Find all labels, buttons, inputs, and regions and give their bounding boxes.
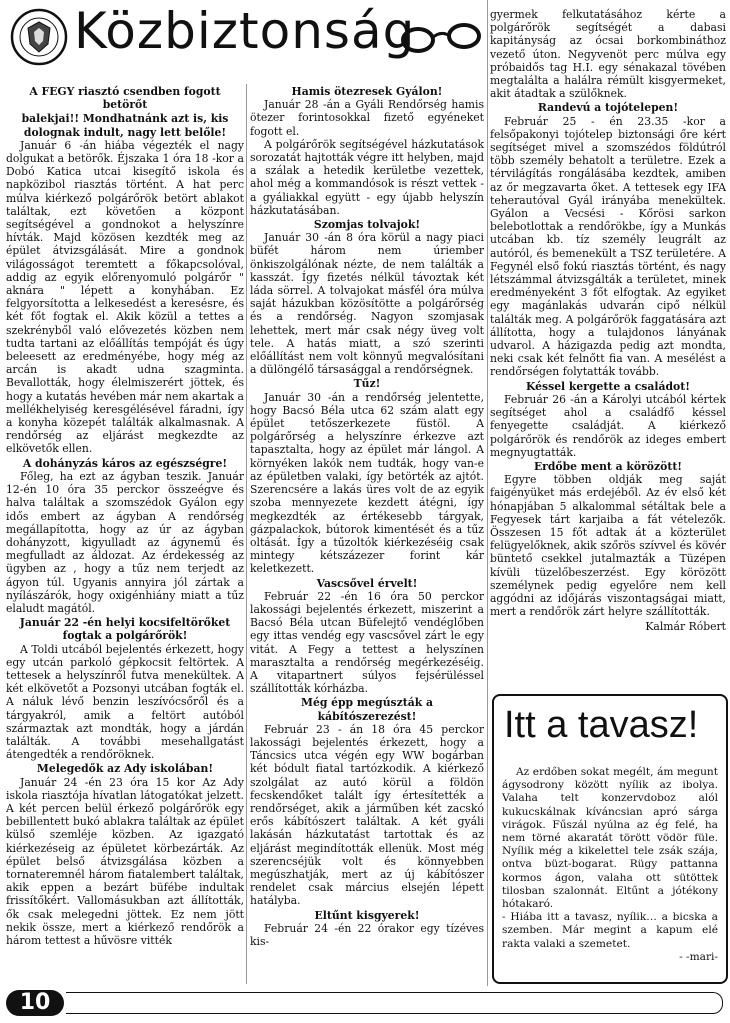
article-column-2	[250, 84, 484, 986]
article-column-1	[6, 84, 244, 972]
article-headline: Melegedők az Ady iskolában!	[36, 762, 214, 776]
article-headline: Erdőbe ment a körözött!	[533, 459, 683, 473]
spring-box-body	[502, 766, 718, 964]
article-paragraph: Február 23 - án 18 óra 45 perckor lakossági bejelentés érkezett, hogy a Táncsics utca végén egy WW bogárban két bódult fiatal tartózkodik. A kiérkező szolgálat az autó körül a földön fecskendőket talált így értesítették a rendőrséget, akik a járműben két zacskó erős kábítószert találtak. A két gyáli lakásán házkutatást tartottak és az eljárást megindították ellenük. Most még szerencséjük volt és könnyebben megúszhatják, mert az új kábítószer rendelet csak március elsején lépett hatályba.	[250, 722, 484, 908]
article-headline: Eltűnt kisgyerek!	[314, 908, 420, 922]
spring-box	[492, 694, 728, 984]
author-signature: Kalmár Róbert	[645, 620, 726, 634]
article-paragraph: A polgárőrök segítségével házkutatások sorozatát hajtották végre itt helyben, majd a szálak a hetedik kerületbe vezettek, ahol még a kommandósok is részt vettek - a gyáliakkal együtt - egy újabb helyszín házkutatásában.	[250, 137, 484, 217]
article-paragraph: Főleg, ha ezt az ágyban teszik. Január 12-én 10 óra 35 perckor összeégve és halva találtak a szomszédok Gyálon egy idős embert az ágyban A rendőrség megállapította, hogy az úr az ágyban dohányzott, kigyulladt az ágynemű és megfulladt az áldozat. Az érdekesség az ügyben az , hogy a tűz nem terjedt az ágyon túl. Ugyanis annyira jól zártak a nyílászárók, hogy oxigénhiány miatt a tűz elaludt magától.	[6, 469, 244, 615]
handcuffs-icon	[396, 10, 488, 64]
page-footer	[4, 988, 724, 1018]
spring-box-title: Itt a tavasz!	[504, 704, 699, 746]
article-headline: A dohányzás káros az egészségre!	[22, 456, 228, 470]
spring-paragraph: - Hiába itt a tavasz, nyílik… a bicska a szemben. Már megint a kapum elé rakta valaki a szemetet.	[502, 911, 718, 950]
article-headline: Vascsővel érvelt!	[316, 576, 418, 590]
article-headline: Még épp megúszták a kábítószerezést!	[301, 696, 433, 723]
page-number: 10	[6, 990, 64, 1016]
article-headline: Késsel kergette a családot!	[526, 379, 690, 393]
article-paragraph: Január 6 -án hiába végezték el nagy dolgukat a betörők. Éjszaka 1 óra 18 -kor a Dobó Katica utcai kisegítő iskola és napközibol riasztás történt. A hat perc múlva kiérkező polgárőrök betört ablakot találtak, ezt követően a központ segítségével a gondnokot a helyszínre hívták. Majd közösen kezdték meg az épület átvizsgálását. Mire a gondnok világosságot teremtett a főkapcsolóval, addig az egyik előrenyomuló polgárőr " aknára " lépett a konyhában. Ez felgyorsította a lelkesedést a keresésre, és két főt fogtak el. Akik közül a tettes a szekrényből való elővezetés közben nem tudta tartani az előállítás tempóját és úgy beleesett az eredményébe, hogy még az arcán is akadt udna szagminta. Bevallották, hogy élelmiszerért jöttek, és hogy a kutatás hevében már nem akartak a mellékhelyiség keresgélésével fáradni, így a konyha közepét találták alkalmasnak. A rendőrség az eljárást megkezdte az elkövetők ellen.	[6, 138, 244, 456]
article-headline: A FEGY riasztó csendben fogott betörőt	[29, 85, 221, 112]
article-paragraph: Február 24 -én 22 órakor egy tízéves kis-	[250, 921, 484, 948]
article-paragraph: Február 26 -án a Károlyi utcából kértek segítséget ahol a családfő késsel fenyegette családját. A kiérkező polgárőrök és rendőrök az ideges embert megnyugtatták.	[490, 392, 726, 459]
page-header	[4, 2, 484, 82]
article-headline: Randevú a tojótelepen!	[537, 101, 679, 115]
column-divider	[487, 0, 488, 986]
police-badge-icon	[10, 8, 68, 66]
article-paragraph: Egyre többen oldják meg saját faigényüket más erdejéből. Az év első két hónapjában 5 alkalommal sétáltak bele a Fegyesek tárt karjaiba a fát vételezők. Összesen 15 főt adtak át a közterület felügyelőknek, akik szőrös szívvel és kövér büntető csekkel jutalmazták a Tüzépen kívüli tüzelőbeszerzést. Egy körözött személynek pedig egyelőre nem kell aggódni az időjárás viszontagságai miatt, mert a rendőrök zárt helyre szállították.	[490, 473, 726, 619]
article-headline: Tűz!	[353, 377, 381, 391]
article-headline: Hamis ötezresek Gyálon!	[291, 85, 443, 98]
spring-signature: - -mari-	[679, 950, 718, 963]
article-paragraph: gyermek felkutatásához kérte a polgárőrök segítségét a dabasi kapitányság az ócsai borkombináthoz vezető úton. Negyvenöt perc múlva egy próbaidős tag H.I. egy sénakazal tövében megtalálta a halálra rémült kisgyermeket, akit átadtak a szülőknek.	[490, 8, 726, 101]
article-paragraph: A Toldi utcából bejelentés érkezett, hogy egy utcán parkoló gépkocsit feltörtek. A tettesek a helyszínről futva menekültek. A két elkövetőt a Pozsonyi utcában fogták el. A náluk lévő benzin leszívócsőről és a tárgyakról, amik a feltört autóból származtak azt mondták, hogy a járdán találták. A további mesehallgatást átengedték a rendőröknek.	[6, 642, 244, 762]
footer-bar	[66, 992, 723, 1014]
article-headline: balekjai!! Mondhatnánk azt is, kis dolognak indult, nagy lett belőle!	[21, 112, 229, 139]
spring-paragraph: Az erdőben sokat megélt, ám megunt ágysodrony között nyílik az ibolya. Valaha telt konzervdoboz alól kukucskálnak kíváncsian apró sárga virágok. Fűszál nyúlna az ég felé, ha nem törné akaratát törött vödör füle. Nyílik még a kikelettel tele zsák szája, ontva büzt-bogarat. Rügy pattanna kormos ágon, valaha ott sütöttek tilosban szalonnát. Eltűnt a jótékony hótakaró.	[502, 766, 718, 911]
article-paragraph: Január 30 -án 8 óra körül a nagy piaci büfét három nem úriember önkiszolgálónak nézte, de nem találták a kasszát. Így fizetés nélkül távoztak két láda sörrel. A tolvajokat másfél óra múlva saját házukban közösítötte a polgárőrség és a rendőrség. Nagyon szomjasak lehettek, mert már csak négy üveg volt tele. A hatás miatt, a szó szerinti előállítást nem volt könnyű megvalósítani a dülöngélő társasággal a rendőrségnek.	[250, 231, 484, 377]
article-headline: Szomjas tolvajok!	[313, 218, 421, 232]
article-paragraph: Január 30 -án a rendőrség jelentette, hogy Bacsó Béla utca 62 szám alatt egy épület tetőszerkezete füstöl. A polgárőrség a helyszínre érkezve azt tapasztalta, hogy az épület már lángol. A környéken lakók nem tudták, hogy van-e az épületben valaki, így betörték az ajtót. Szerencsére a lakás üres volt de az egyik szoba mennyezete kezdett átégni, így megkezdték az értékesebb tárgyak, gázpalackok, bútorok kimentését és a tűz oltását. Így a tűzoltók kiérkezéséig csak mintegy kétszázezer forint kár keletkezett.	[250, 390, 484, 576]
article-paragraph: Február 22 -én 16 óra 50 perckor lakossági bejelentés érkezett, miszerint a Bacsó Béla utcan Büfelejtő vendéglőben egy ittas vendég egy vascsővel zárt le egy vitát. A Fegy a tettest a helyszínen marasztalta a rendőrség megérkezéséig. A vitapartnert súlyos fejsérüléssel szállították kórházba.	[250, 589, 484, 696]
article-paragraph: Február 25 - én 23.35 -kor a felsőpakonyi tojótelep biztonsági őre kért segítséget mivel a szomszédos földútról több személy behatolt a területre. Ezek a térvilágítás rongálásába kezdtek, amiben az őr megzavarta őket. A tettesek egy IFA teherautóval Gyál irányába menekültek. Gyálon a Vecsési - Kőrösi sarkon belebotlottak a rendőrökbe, így a Munkás utcában kb. tíz személy leugrált az autóról, és bemenekült a TSZ területére. A Fegynél első fokú riasztás történt, és nagy létszámmal átvizsgálták a területet, minek eredményeként 3 főt elfogtak. Az egyiket egy magánlakás udvarán cipő nélkül találták meg. A polgárőrök faggatására azt állította, hogy a tulajdonos lányának udvarol. A házigazda pedig azt mondta, neki csak két felnőtt fia van. A mesélést a rendőrségen folytatták tovább.	[490, 114, 726, 379]
article-paragraph: Január 24 -én 23 óra 15 kor Az Ady iskola riasztója hívatlan látogatókat jelzett. A két percen belül érkező polgárőrök egy bebillentett bukó ablakra találtak az épület külső szemléje közben. Az igazgató kiérkezéseig az épületet körbezárták. Az épület belső átvizsgálása közben a tornateremnél három fiatalembert találtak, akik eppen a bezárt büfébe indultak frissítőkért. Vallomásukban azt állították, ők csak melegedni jöttek. Ez nem jött nekik össze, mert a kiérkező rendőrök a három tettest a hűvösre vitték	[6, 775, 244, 947]
column-divider	[246, 84, 247, 984]
article-paragraph: Január 28 -án a Gyáli Rendőrség hamis ötezer forintosokkal fizető egyéneket fogott el.	[250, 98, 484, 138]
article-column-3	[490, 8, 726, 692]
page-title: Közbiztonság	[74, 2, 416, 60]
article-headline: Január 22 -én helyi kocsifeltörőket fogtak a polgárőrök!	[19, 616, 231, 643]
